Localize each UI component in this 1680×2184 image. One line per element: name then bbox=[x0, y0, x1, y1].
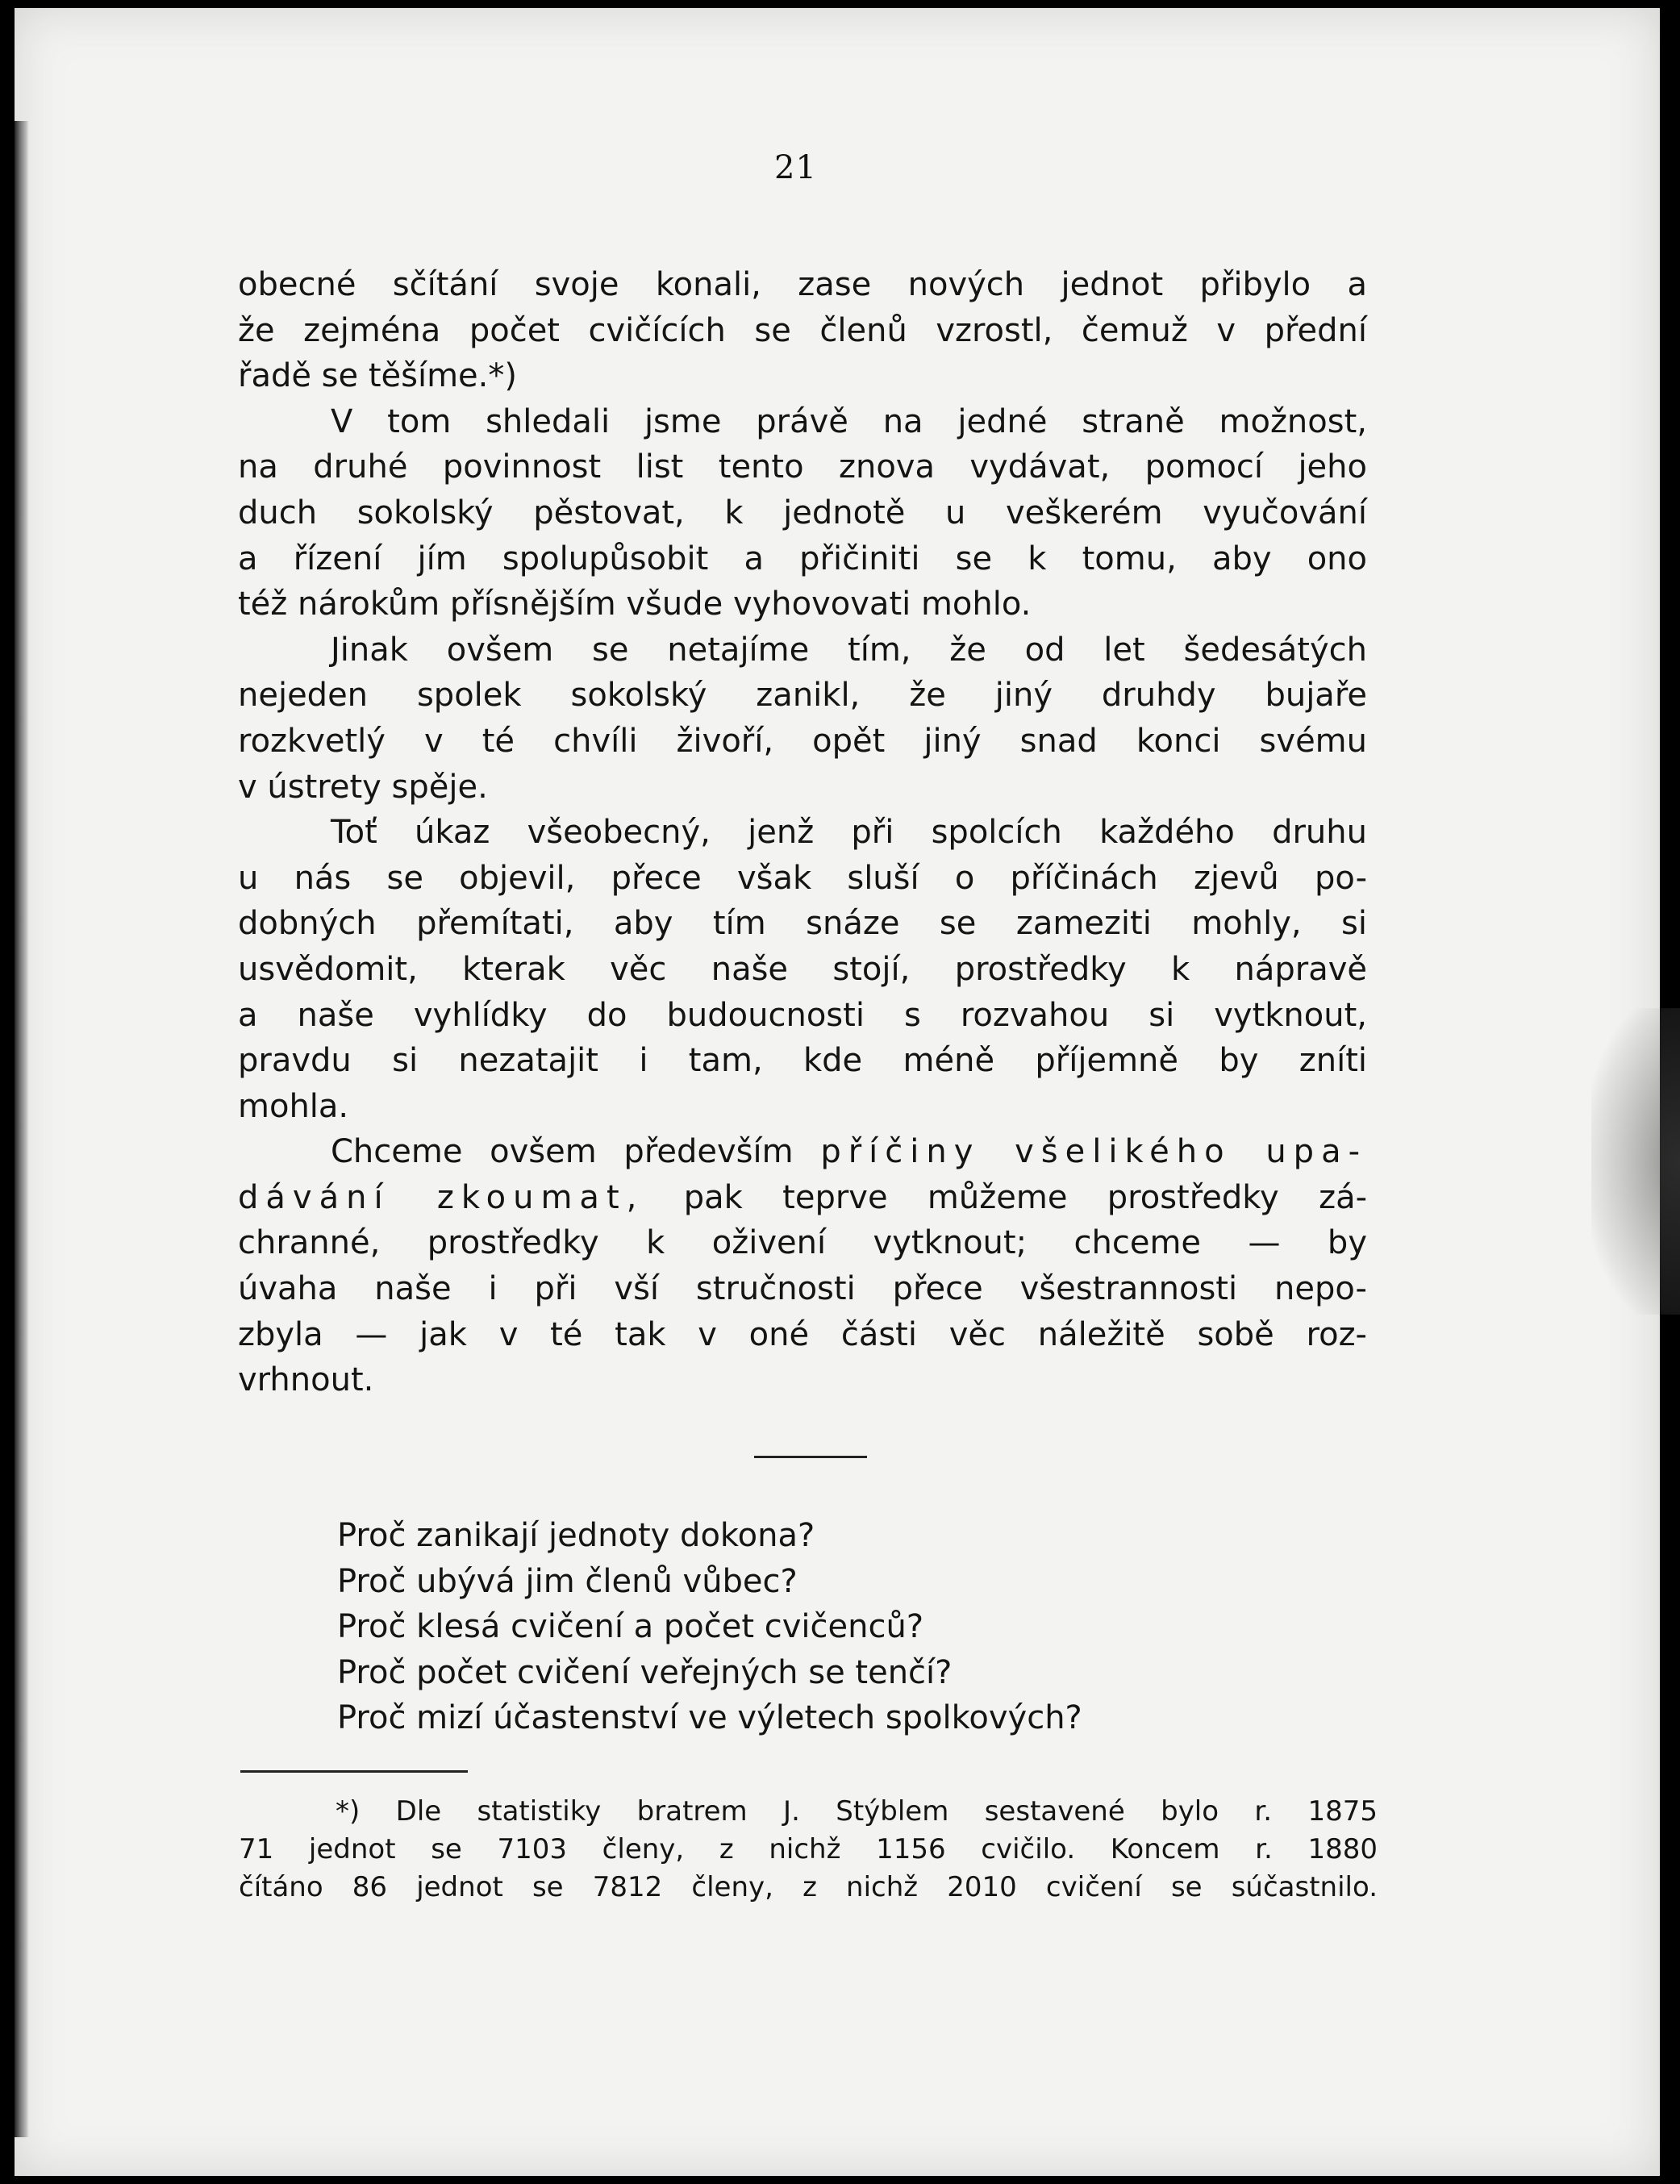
paragraph-line: zbyla — jak v té tak v oné části věc náležitě sobě roz- bbox=[238, 1315, 1367, 1353]
paragraph-line: že zejména počet cvičících se členů vzrostl, čemuž v přední bbox=[238, 311, 1367, 349]
paragraph-line: též nárokům přísnějším všude vyhovovati mohlo. bbox=[238, 586, 1032, 623]
paragraph-line: nejeden spolek sokolský zanikl, že jiný druhdy bujaře bbox=[238, 677, 1367, 715]
question-item: Proč ubývá jim členů vůbec? bbox=[337, 1562, 798, 1600]
footnote-divider bbox=[240, 1770, 468, 1773]
paragraph-text: pak teprve můžeme prostředky zá- bbox=[683, 1178, 1368, 1216]
paragraph-line: rozkvetlý v té chvíli živoří, opět jiný snad konci svému bbox=[238, 722, 1367, 760]
footnote-line: čítáno 86 jednot se 7812 členy, z nichž 2010 cvičení se súčastnilo. bbox=[239, 1871, 1378, 1903]
paragraph-line: duch sokolský pěstovat, k jednotě u veškerém vyučování bbox=[238, 494, 1367, 531]
footnote bbox=[239, 1793, 1378, 1907]
paragraph-line: chranné, prostředky k oživení vytknout; chceme — by bbox=[238, 1224, 1367, 1262]
paragraph-line: mohla. bbox=[238, 1087, 349, 1125]
body-text bbox=[238, 262, 1367, 1403]
question-item: Proč mizí účastenství ve výletech spolkových? bbox=[337, 1699, 1082, 1736]
paragraph-text: Chceme ovšem především bbox=[331, 1133, 794, 1171]
paragraph-line: u nás se objevil, přece však sluší o příčinách zjevů po- bbox=[238, 859, 1367, 897]
question-item: Proč zanikají jednoty dokona? bbox=[337, 1517, 815, 1554]
emphasized-text: příčiny všelikého upa- bbox=[820, 1133, 1368, 1171]
emphasized-text: dávání zkoumat, bbox=[238, 1178, 644, 1216]
paragraph-line: Toť úkaz všeobecný, jenž při spolcích každého druhu bbox=[331, 814, 1367, 852]
paragraph-line: pravdu si nezatajit i tam, kde méně příjemně by zníti bbox=[238, 1042, 1367, 1080]
paragraph-line: úvaha naše i při vší stručnosti přece všestrannosti nepo- bbox=[238, 1270, 1367, 1308]
paragraph-line: obecné sčítání svoje konali, zase nových jednot přibylo a bbox=[238, 266, 1367, 303]
paragraph-line: V tom shledali jsme právě na jedné straně možnost, bbox=[331, 402, 1367, 440]
paragraph-line: a naše vyhlídky do budoucnosti s rozvahou si vytknout, bbox=[238, 996, 1367, 1034]
footnote-line: 71 jednot se 7103 členy, z nichž 1156 cvičilo. Koncem r. 1880 bbox=[239, 1833, 1378, 1865]
question-item: Proč klesá cvičení a počet cvičenců? bbox=[337, 1608, 924, 1645]
question-list bbox=[337, 1513, 1082, 1741]
section-divider bbox=[754, 1456, 867, 1458]
binding-edge bbox=[15, 121, 29, 2137]
paragraph-line: řadě se těšíme.*) bbox=[238, 357, 517, 395]
paragraph-line: Jinak ovšem se netajíme tím, že od let šedesátých bbox=[331, 631, 1367, 669]
paragraph-line bbox=[238, 1129, 1367, 1175]
paragraph-line bbox=[238, 1175, 1367, 1221]
paragraph-line: a řízení jím spolupůsobit a přičiniti se k tomu, aby ono bbox=[238, 540, 1367, 577]
footnote-line: *) Dle statistiky bratrem J. Stýblem sestavené bylo r. 1875 bbox=[336, 1795, 1378, 1828]
paragraph-line: vrhnout. bbox=[238, 1361, 374, 1399]
paragraph-line: usvědomit, kterak věc naše stojí, prostředky k nápravě bbox=[238, 950, 1367, 988]
paragraph-line: na druhé povinnost list tento znova vydávat, pomocí jeho bbox=[238, 448, 1367, 486]
page-stain bbox=[1591, 1008, 1680, 1315]
page-number: 21 bbox=[774, 149, 817, 186]
paragraph-line: v ústrety spěje. bbox=[238, 768, 488, 806]
paragraph-line: dobných přemítati, aby tím snáze se zameziti mohly, si bbox=[238, 905, 1367, 943]
question-item: Proč počet cvičení veřejných se tenčí? bbox=[337, 1653, 953, 1691]
